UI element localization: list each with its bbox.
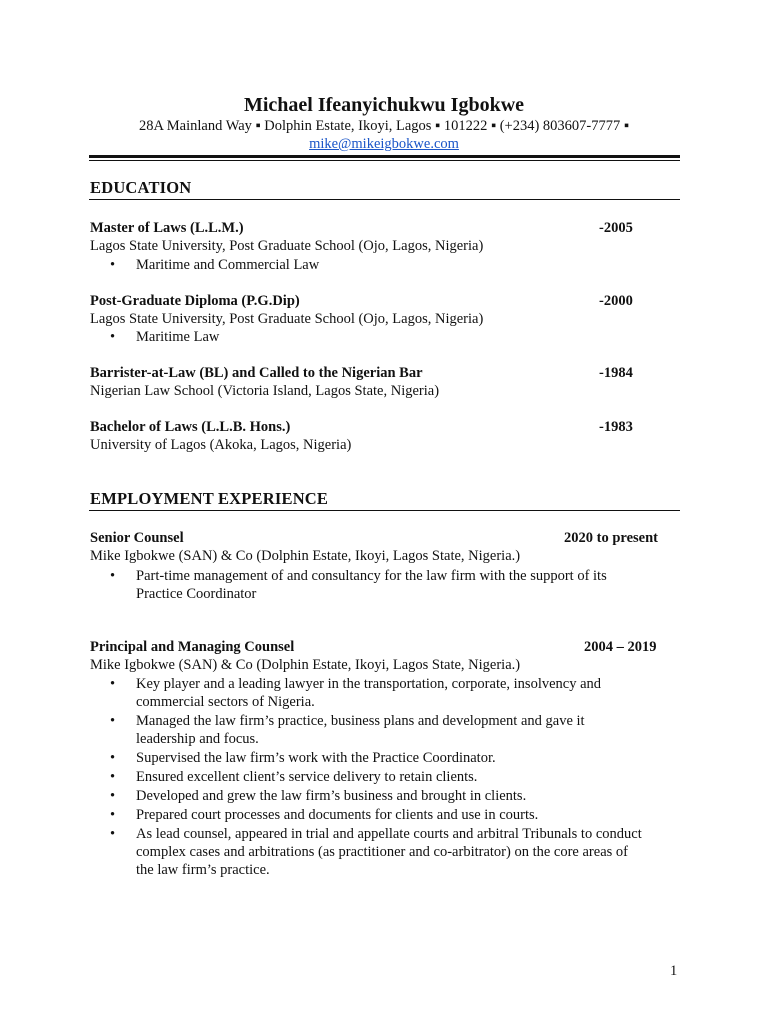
list-item: • As lead counsel, appeared in trial and appellate courts and arbitral Tribunals to conduct complex cases and arbitrations (as practitioner and co-arbitrator) on the core areas of the law firm’s practice. bbox=[136, 825, 646, 879]
education-school: Lagos State University, Post Graduate School (Ojo, Lagos, Nigeria) bbox=[90, 238, 484, 254]
job-bullets bbox=[90, 567, 646, 604]
job-date: 2020 to present bbox=[564, 530, 658, 546]
contact-address: 28A Mainland Way ▪ Dolphin Estate, Ikoyi, Lagos ▪ 101222 ▪ (+234) 803607-7777 ▪ bbox=[138, 118, 630, 134]
list-item: • Key player and a leading lawyer in the transportation, corporate, insolvency and commercial sectors of Nigeria. bbox=[136, 675, 646, 711]
job-organization: Mike Igbokwe (SAN) & Co (Dolphin Estate, Ikoyi, Lagos State, Nigeria.) bbox=[90, 657, 521, 673]
education-school: Nigerian Law School (Victoria Island, Lagos State, Nigeria) bbox=[90, 383, 440, 399]
education-degree: Barrister-at-Law (BL) and Called to the Nigerian Bar bbox=[90, 365, 423, 381]
education-bullets bbox=[90, 256, 646, 275]
section-divider-education bbox=[89, 199, 680, 200]
list-item: • Supervised the law firm’s work with the Practice Coordinator. bbox=[136, 749, 646, 767]
section-title-education: EDUCATION bbox=[90, 178, 192, 197]
education-date: -1983 bbox=[599, 419, 633, 435]
list-item: • Maritime and Commercial Law bbox=[136, 256, 646, 274]
education-degree: Master of Laws (L.L.M.) bbox=[90, 220, 244, 236]
education-date: -2000 bbox=[599, 293, 633, 309]
education-degree: Post-Graduate Diploma (P.G.Dip) bbox=[90, 293, 300, 309]
candidate-name: Michael Ifeanyichukwu Igbokwe bbox=[243, 94, 525, 116]
education-school: University of Lagos (Akoka, Lagos, Nigeria) bbox=[90, 437, 352, 453]
header-divider-thin bbox=[89, 160, 680, 161]
page-number: 1 bbox=[670, 963, 678, 979]
header-divider-thick bbox=[89, 155, 680, 158]
education-bullets bbox=[90, 328, 646, 347]
list-item: • Prepared court processes and documents for clients and use in courts. bbox=[136, 806, 646, 824]
list-item: • Managed the law firm’s practice, business plans and development and gave it leadership and focus. bbox=[136, 712, 646, 748]
job-role: Principal and Managing Counsel bbox=[90, 639, 295, 655]
section-divider-employment bbox=[89, 510, 680, 511]
job-role: Senior Counsel bbox=[90, 530, 184, 546]
list-item: • Developed and grew the law firm’s business and brought in clients. bbox=[136, 787, 646, 805]
education-date: -2005 bbox=[599, 220, 633, 236]
job-date: 2004 – 2019 bbox=[584, 639, 657, 655]
list-item: • Ensured excellent client’s service delivery to retain clients. bbox=[136, 768, 646, 786]
education-degree: Bachelor of Laws (L.L.B. Hons.) bbox=[90, 419, 291, 435]
contact-email bbox=[0, 135, 768, 153]
list-item: • Maritime Law bbox=[136, 328, 646, 346]
education-date: -1984 bbox=[599, 365, 633, 381]
email-link[interactable]: mike@mikeigbokwe.com bbox=[309, 136, 459, 152]
section-title-employment: EMPLOYMENT EXPERIENCE bbox=[90, 489, 329, 508]
job-bullets bbox=[90, 675, 646, 880]
education-school: Lagos State University, Post Graduate School (Ojo, Lagos, Nigeria) bbox=[90, 311, 484, 327]
list-item: • Part-time management of and consultancy for the law firm with the support of its Practice Coordinator bbox=[136, 567, 646, 603]
job-organization: Mike Igbokwe (SAN) & Co (Dolphin Estate, Ikoyi, Lagos State, Nigeria.) bbox=[90, 548, 521, 564]
